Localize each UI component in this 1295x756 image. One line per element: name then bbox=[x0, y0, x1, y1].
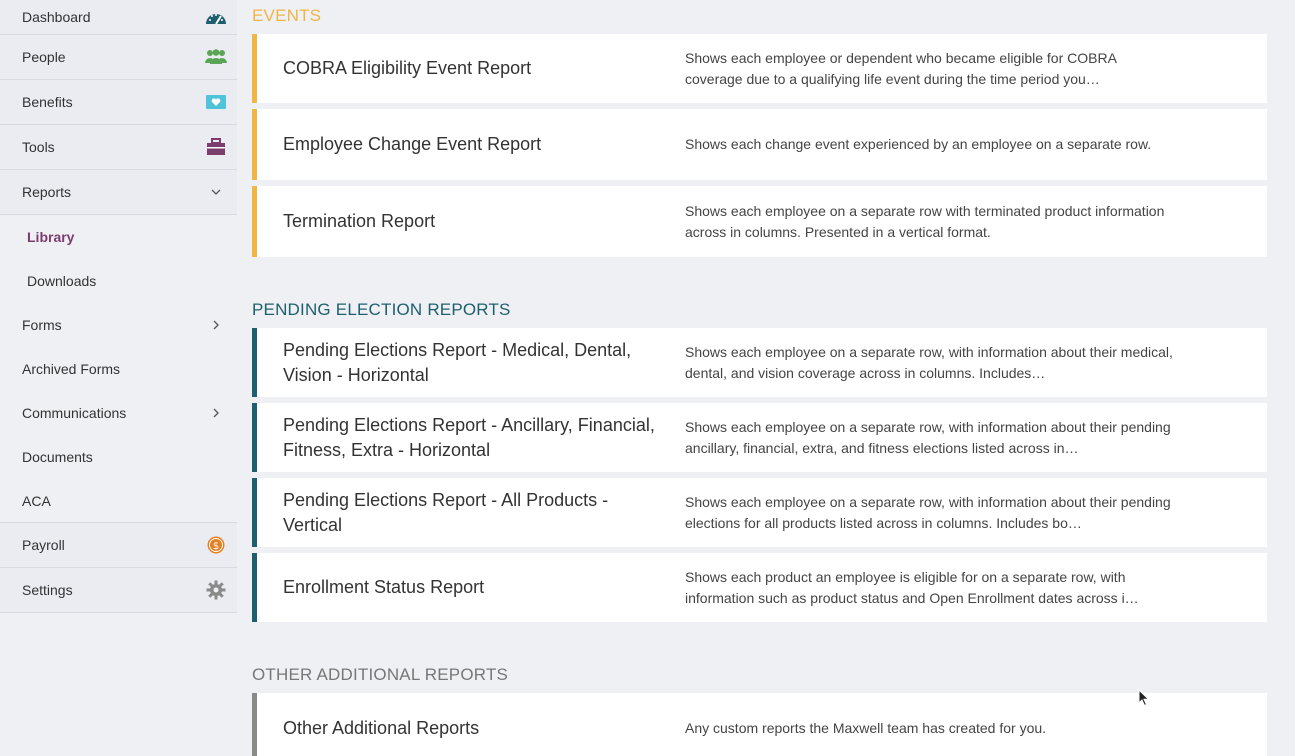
chevron-down-icon bbox=[204, 180, 228, 204]
sidebar-item-documents[interactable] bbox=[0, 435, 237, 479]
report-description: Shows each change event experienced by an employee on a separate row. bbox=[685, 136, 1152, 152]
report-card[interactable] bbox=[252, 553, 1267, 622]
sidebar-item-label: Reports bbox=[22, 184, 72, 200]
sidebar-item-label: Settings bbox=[22, 582, 73, 598]
accent-bar bbox=[252, 328, 257, 397]
sidebar-item-label: Archived Forms bbox=[22, 361, 121, 377]
sidebar-subitem-library[interactable] bbox=[0, 215, 237, 259]
sidebar-item-archived-forms[interactable] bbox=[0, 347, 237, 391]
sidebar-item-forms[interactable] bbox=[0, 303, 237, 347]
mouse-cursor-icon bbox=[1138, 689, 1150, 707]
report-title: Pending Elections Report - Medical, Dental, Vision - Horizontal bbox=[283, 339, 632, 385]
dollar-coin-icon bbox=[204, 533, 228, 557]
people-icon bbox=[204, 45, 228, 69]
report-title: Other Additional Reports bbox=[283, 717, 480, 738]
sidebar-item-label: Downloads bbox=[27, 273, 97, 289]
report-title: Pending Elections Report - All Products - Vertical bbox=[283, 489, 609, 535]
chevron-right-icon bbox=[204, 313, 228, 337]
report-card[interactable] bbox=[252, 693, 1267, 756]
sidebar-item-label: Benefits bbox=[22, 94, 73, 110]
sidebar-item-settings[interactable] bbox=[0, 568, 237, 613]
report-title: Termination Report bbox=[283, 211, 436, 231]
report-card[interactable] bbox=[252, 34, 1267, 103]
sidebar-subitem-downloads[interactable] bbox=[0, 259, 237, 303]
accent-bar bbox=[252, 34, 257, 103]
sidebar-item-communications[interactable] bbox=[0, 391, 237, 435]
sidebar-item-aca[interactable] bbox=[0, 479, 237, 523]
sidebar-item-benefits[interactable] bbox=[0, 80, 237, 125]
report-card[interactable] bbox=[252, 109, 1267, 180]
report-title: COBRA Eligibility Event Report bbox=[283, 58, 532, 78]
sidebar-item-reports[interactable] bbox=[0, 170, 237, 215]
accent-bar bbox=[252, 109, 257, 180]
report-description: Shows each product an employee is eligible for on a separate row, with information such as product status and Open Enrollment dates across i… bbox=[685, 568, 1139, 606]
section-title-other: OTHER ADDITIONAL REPORTS bbox=[252, 665, 509, 684]
section-title-pending: PENDING ELECTION REPORTS bbox=[252, 300, 511, 319]
accent-bar bbox=[252, 553, 257, 622]
toolbox-icon bbox=[204, 135, 228, 159]
speedometer-icon bbox=[204, 5, 228, 29]
report-description: Shows each employee on a separate row, with information about their pending elections for all products listed across in columns. Includes bo… bbox=[685, 493, 1171, 531]
sidebar-item-label: People bbox=[22, 49, 66, 65]
sidebar-item-label: Dashboard bbox=[22, 9, 91, 25]
accent-bar bbox=[252, 478, 257, 547]
sidebar-item-payroll[interactable] bbox=[0, 523, 237, 568]
section-title-events: EVENTS bbox=[252, 6, 322, 25]
sidebar-item-label: ACA bbox=[22, 492, 51, 509]
accent-bar bbox=[252, 403, 257, 472]
report-title: Enrollment Status Report bbox=[283, 577, 485, 597]
sidebar-item-label: Documents bbox=[22, 449, 93, 465]
sidebar bbox=[0, 0, 237, 756]
heart-card-icon bbox=[204, 90, 228, 114]
report-description: Shows each employee on a separate row with terminated product information across in columns. Presented in a vertical format. bbox=[685, 202, 1165, 240]
svg-text:$: $ bbox=[212, 541, 220, 552]
report-card[interactable] bbox=[252, 328, 1267, 397]
sidebar-item-tools[interactable] bbox=[0, 125, 237, 170]
sidebar-item-label: Forms bbox=[22, 317, 62, 333]
accent-bar bbox=[252, 186, 257, 257]
report-card[interactable] bbox=[252, 478, 1267, 547]
report-description: Shows each employee or dependent who became eligible for COBRA coverage due to a qualifying life event during the time period you… bbox=[685, 49, 1117, 87]
sidebar-item-people[interactable] bbox=[0, 35, 237, 80]
accent-bar bbox=[252, 693, 257, 756]
report-title: Pending Elections Report - Ancillary, Financial, Fitness, Extra - Horizontal bbox=[283, 414, 655, 460]
sidebar-item-dashboard[interactable] bbox=[0, 0, 237, 35]
sidebar-item-label: Tools bbox=[22, 139, 55, 155]
gear-icon bbox=[204, 578, 228, 602]
sidebar-item-label: Library bbox=[27, 229, 75, 245]
report-card[interactable] bbox=[252, 186, 1267, 257]
report-card[interactable] bbox=[252, 403, 1267, 472]
chevron-right-icon bbox=[204, 401, 228, 425]
report-description: Shows each employee on a separate row, with information about their medical, dental, and vision coverage across in columns. Includes… bbox=[685, 343, 1173, 381]
report-description: Any custom reports the Maxwell team has created for you. bbox=[685, 719, 1047, 736]
sidebar-item-label: Communications bbox=[22, 405, 127, 421]
sidebar-item-label: Payroll bbox=[22, 537, 65, 553]
report-title: Employee Change Event Report bbox=[283, 134, 542, 154]
report-description: Shows each employee on a separate row, with information about their pending ancillary, financial, extra, and fitness elections listed across in… bbox=[685, 418, 1171, 456]
